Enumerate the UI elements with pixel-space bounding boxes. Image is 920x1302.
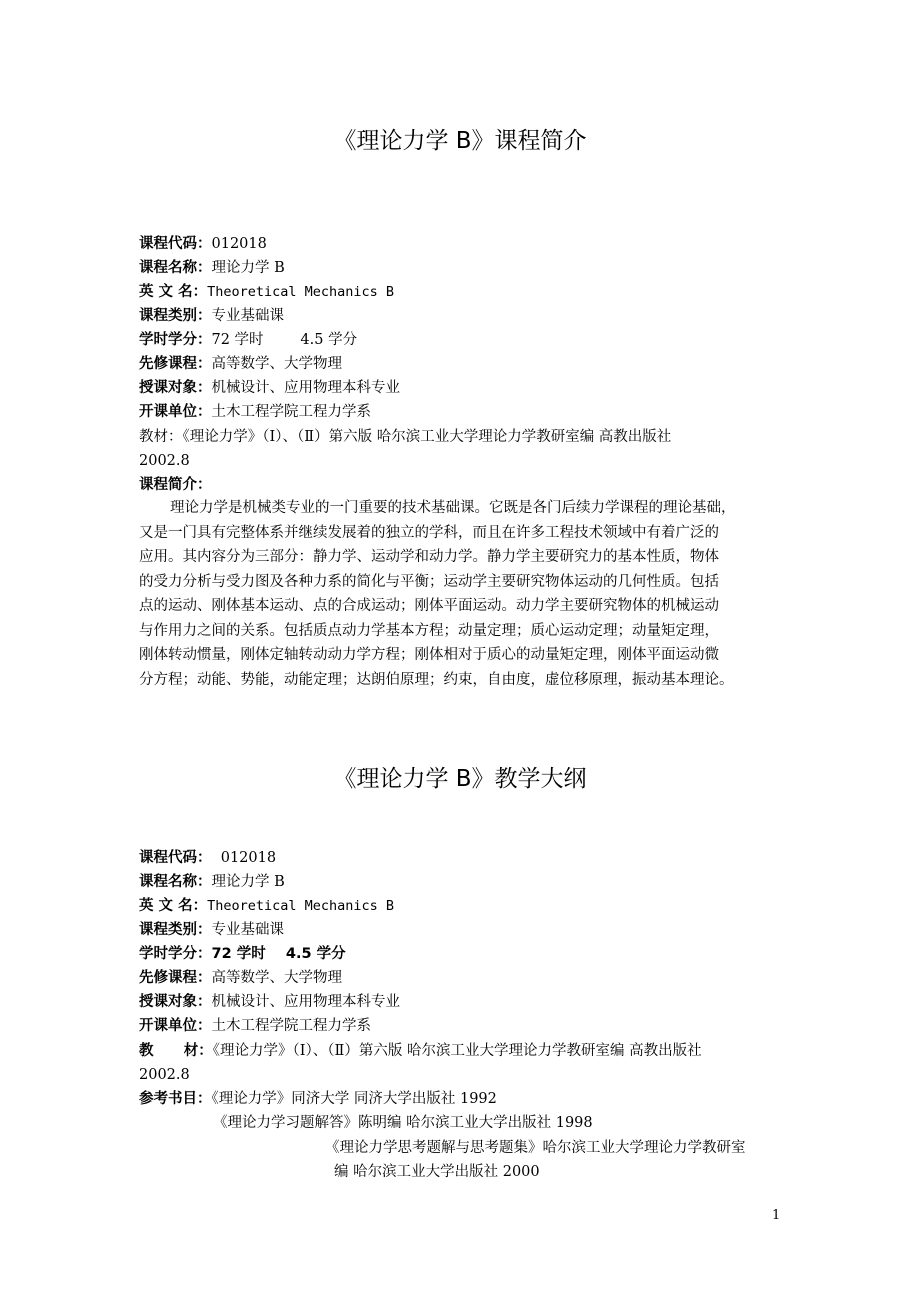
syllabus-field-english-name: 英 文 名：Theoretical Mechanics B	[139, 898, 395, 914]
intro-field-hours-credits: 学时学分：72 学时 4.5 学分	[139, 332, 358, 348]
intro-textbook: 教材：《理论力学》（Ⅰ）、（Ⅱ）第六版 哈尔滨工业大学理论力学教研室编 高教出版社	[139, 429, 672, 445]
summary-line: 的受力分析与受力图及各种力系的简化与平衡；运动学主要研究物体运动的几何性质。包括	[139, 573, 719, 590]
summary-line: 点的运动、刚体基本运动、点的合成运动；刚体平面运动。动力学主要研究物体的机械运动	[139, 598, 719, 614]
summary-line: 理论力学是机械类专业的一门重要的技术基础课。它既是各门后续力学课程的理论基础，	[170, 500, 736, 516]
syllabus-textbook-year: 2002.8	[139, 1067, 190, 1083]
syllabus-field-name: 课程名称：理论力学 B	[139, 874, 285, 890]
syllabus-field-hours-credits: 学时学分：72 学时 4.5 学分	[139, 946, 346, 962]
summary-line: 又是一门具有完整体系并继续发展着的独立的学科，而且在许多工程技术领域中有着广泛的	[139, 524, 719, 541]
intro-summary-label: 课程简介：	[139, 477, 212, 493]
intro-title: 《理论力学 B》课程简介	[333, 128, 587, 154]
intro-field-category: 课程类别：专业基础课	[139, 308, 284, 324]
intro-field-name: 课程名称：理论力学 B	[139, 260, 285, 276]
syllabus-title: 《理论力学 B》教学大纲	[333, 766, 587, 792]
syllabus-field-department: 开课单位：土木工程学院工程力学系	[139, 1018, 371, 1034]
summary-line: 分方程；动能、势能，动能定理；达朗伯原理；约束，自由度，虚位移原理，振动基本理论。	[139, 671, 734, 688]
page-number: 1	[772, 1208, 781, 1223]
intro-field-english-name: 英 文 名：Theoretical Mechanics B	[139, 284, 395, 300]
syllabus-textbook: 教 材：《理论力学》（Ⅰ）、（Ⅱ）第六版 哈尔滨工业大学理论力学教研室编 高教出版社	[139, 1043, 702, 1059]
summary-line: 刚体转动惯量，刚体定轴转动动力学方程；刚体相对于质心的动量矩定理，刚体平面运动微	[139, 647, 719, 663]
intro-field-code: 课程代码：012018	[139, 236, 267, 252]
intro-textbook-year: 2002.8	[139, 453, 190, 469]
syllabus-field-category: 课程类别：专业基础课	[139, 922, 284, 938]
intro-field-department: 开课单位：土木工程学院工程力学系	[139, 404, 371, 420]
intro-field-prerequisites: 先修课程：高等数学、大学物理	[139, 356, 342, 372]
syllabus-reference-1: 参考书目：《理论力学》同济大学 同济大学出版社 1992	[139, 1091, 497, 1107]
intro-summary-paragraph	[139, 496, 787, 692]
summary-line: 应用。其内容分为三部分：静力学、运动学和动力学。静力学主要研究力的基本性质，物体	[139, 549, 719, 565]
intro-field-audience: 授课对象：机械设计、应用物理本科专业	[139, 380, 400, 396]
syllabus-field-prerequisites: 先修课程：高等数学、大学物理	[139, 970, 342, 986]
syllabus-reference-2: 《理论力学习题解答》陈明编 哈尔滨工业大学出版社 1998	[213, 1115, 593, 1131]
syllabus-reference-3: 《理论力学思考题解与思考题集》哈尔滨工业大学理论力学教研室	[325, 1140, 746, 1156]
syllabus-reference-3-cont: 编 哈尔滨工业大学出版社 2000	[334, 1164, 540, 1180]
summary-line: 与作用力之间的关系。包括质点动力学基本方程；动量定理；质心运动定理；动量矩定理，	[139, 622, 719, 639]
syllabus-field-audience: 授课对象：机械设计、应用物理本科专业	[139, 994, 400, 1010]
syllabus-field-code: 课程代码： 012018	[139, 850, 277, 866]
